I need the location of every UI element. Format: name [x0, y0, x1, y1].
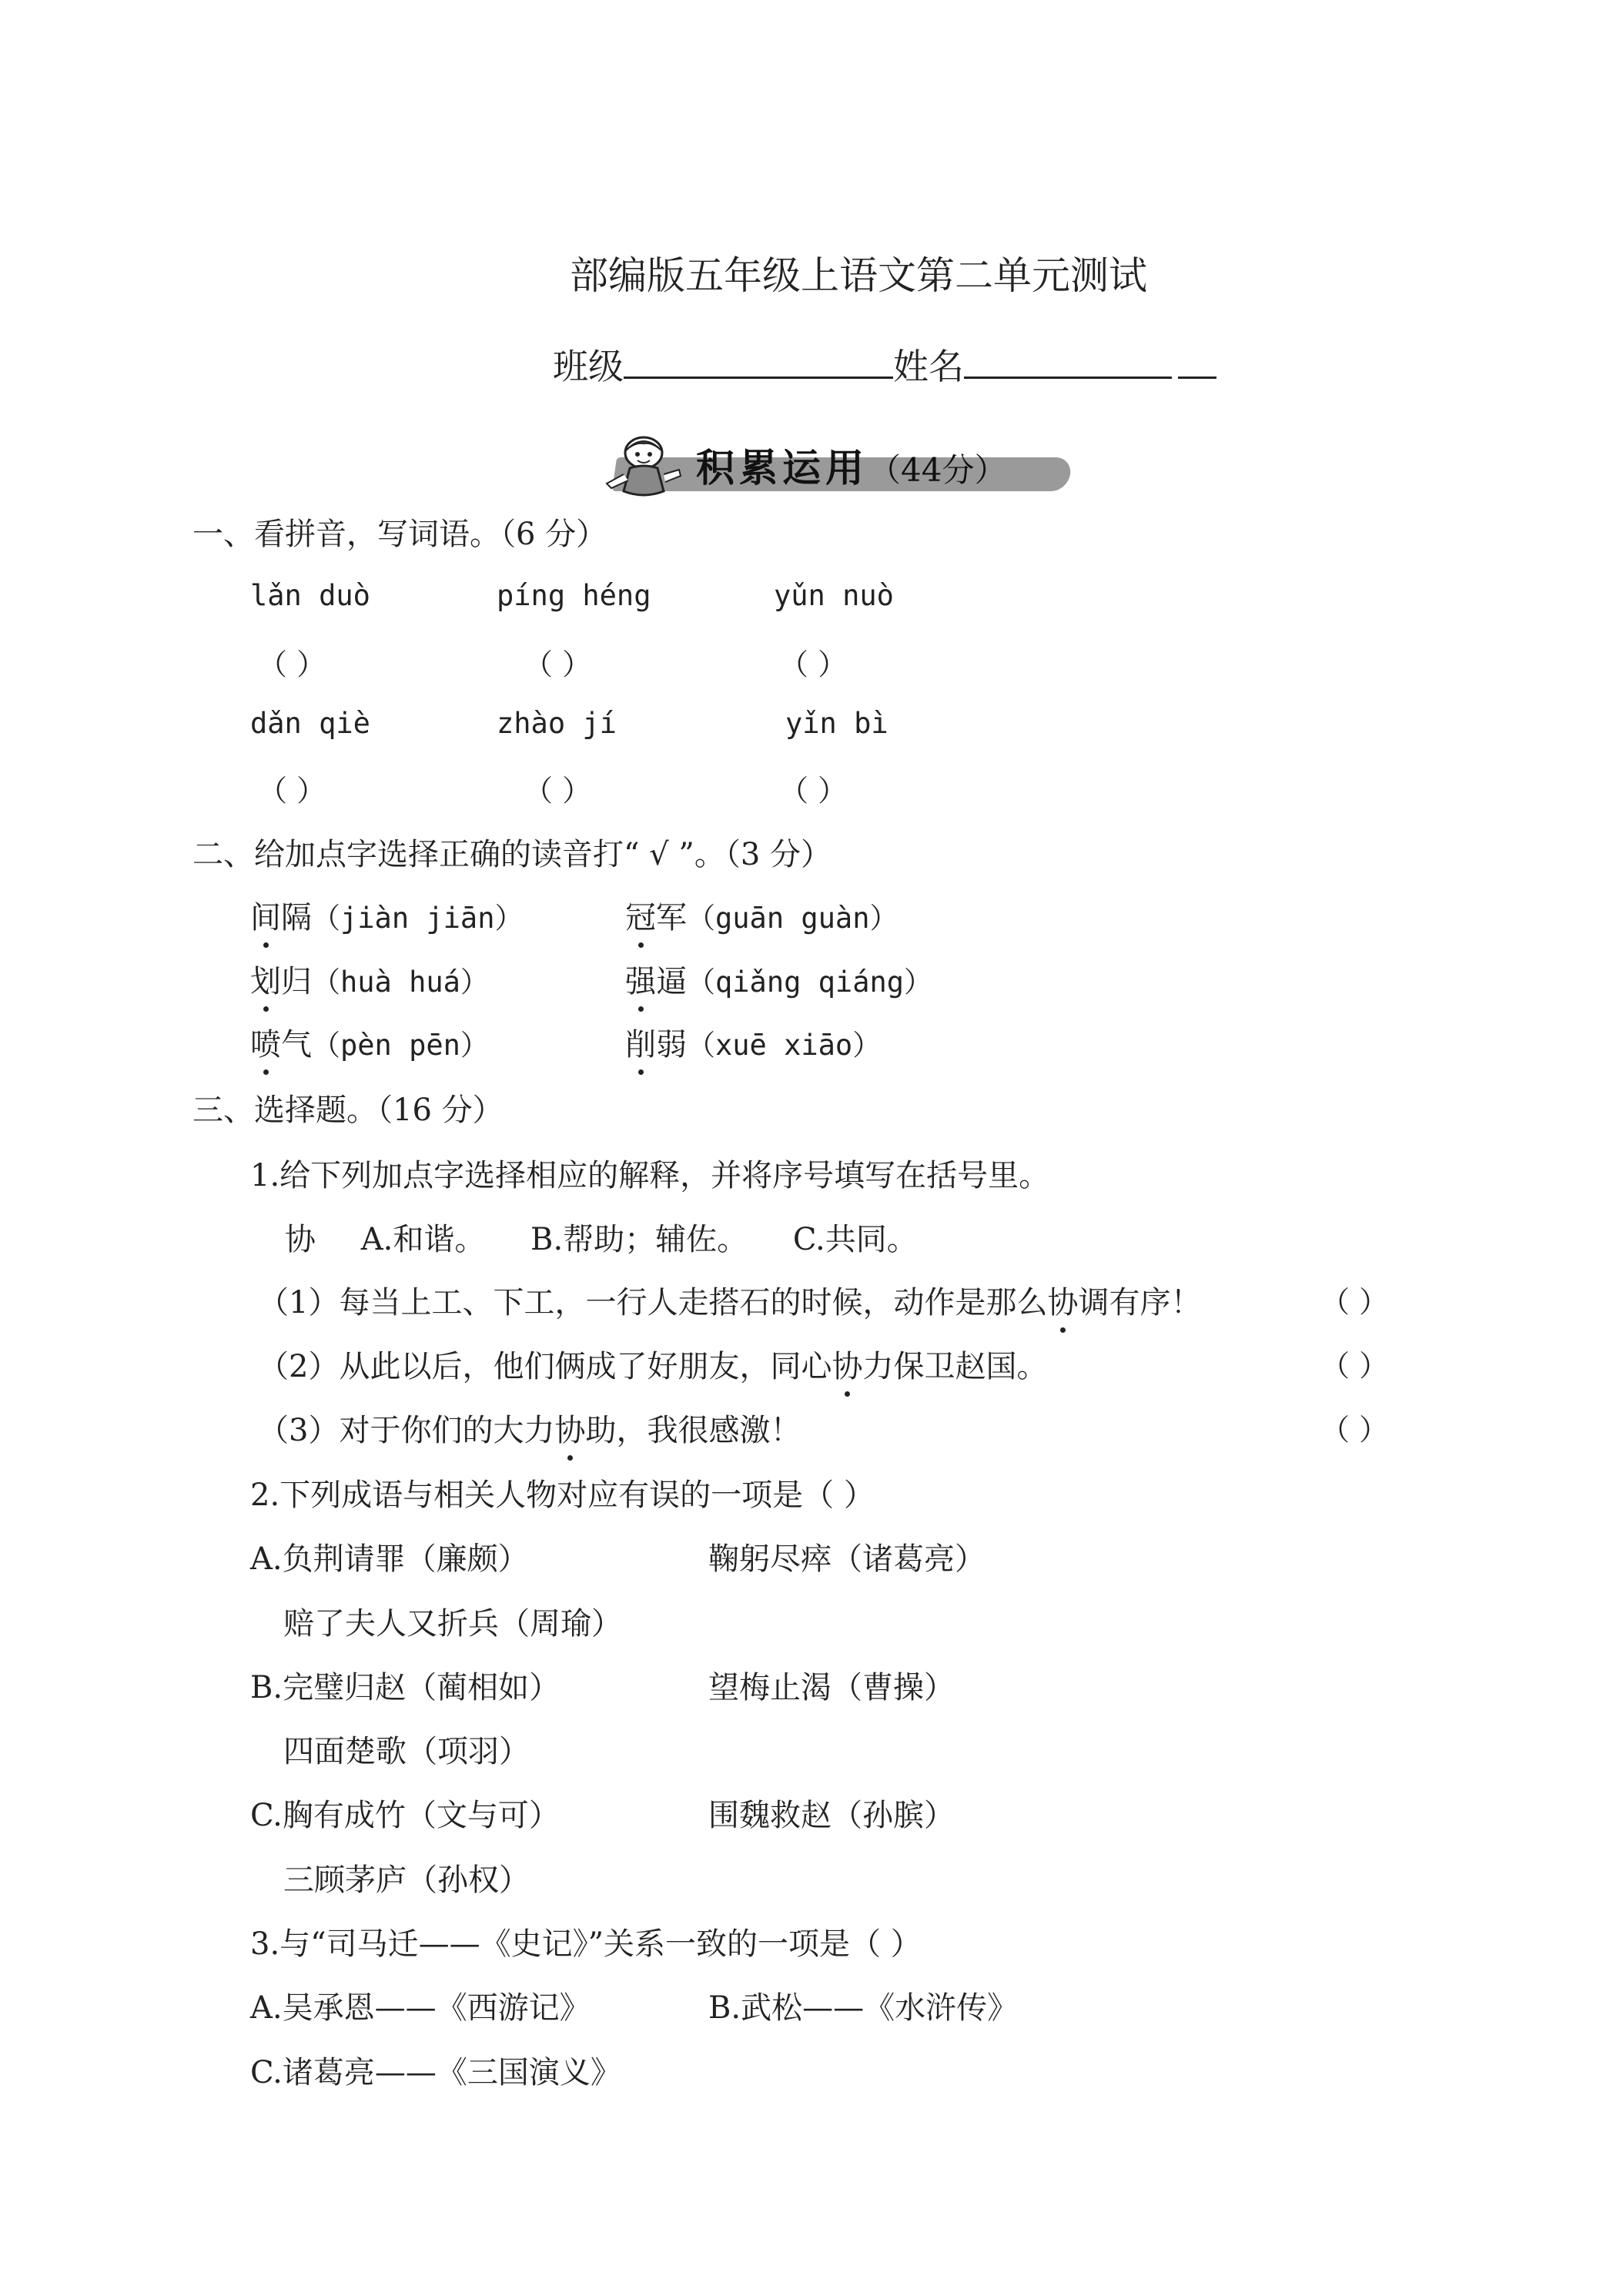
q1-item-text: 力保卫赵国。 — [862, 1349, 1048, 1384]
question-1-prompt: 1.给下列加点字选择相应的解释，并将序号填写在括号里。 — [250, 1158, 1050, 1193]
dotted-char: 协 — [832, 1342, 862, 1386]
cartoon-child-icon — [599, 431, 691, 500]
pinyin-text: dǎn qiè — [250, 707, 370, 740]
dotted-char: 冠 — [625, 893, 656, 937]
banner-title-text: 积累运用 — [696, 446, 868, 490]
word-rest: 隔 — [281, 900, 312, 935]
pinyin-item — [250, 707, 370, 740]
pinyin-item: píng héng — [497, 579, 651, 612]
dotted-char: 强 — [625, 957, 656, 1001]
answer-blank[interactable]: （ ） — [1320, 1413, 1389, 1447]
banner-score: （44分） — [868, 451, 1007, 489]
banner-title — [696, 437, 1006, 493]
pinyin-text: yǐn bì — [785, 707, 888, 740]
pronunciation-item — [250, 1020, 489, 1064]
dotted-char: 协 — [554, 1406, 585, 1450]
q2-option-c-3: 三顾茅庐（孙权） — [283, 1863, 530, 1898]
pinyin-item — [497, 707, 617, 740]
dotted-char: 划 — [250, 957, 281, 1001]
pronunciation-options[interactable]: （xuē xiāo） — [687, 1029, 882, 1062]
answer-blank[interactable]: （ ） — [524, 774, 592, 808]
q2-option-a-3: 赔了夫人又折兵（周瑜） — [283, 1606, 622, 1642]
question-2-prompt: 2.下列成语与相关人物对应有误的一项是（ ） — [250, 1478, 875, 1513]
q3-option-b: B.武松——《水浒传》 — [708, 1990, 1019, 2026]
dotted-char: 协 — [1047, 1278, 1078, 1322]
answer-blank[interactable]: （ ） — [1320, 1285, 1389, 1319]
pronunciation-options[interactable]: （huà huá） — [312, 966, 489, 999]
name-input-line-tail — [1178, 346, 1216, 379]
option-b: B.帮助；辅佐。 — [530, 1222, 748, 1257]
pronunciation-item — [250, 957, 489, 1001]
answer-blank[interactable]: （ ） — [258, 774, 326, 808]
answer-blank[interactable]: （ ） — [779, 774, 848, 808]
name-label: 姓名 — [893, 346, 964, 387]
q3-option-a: A.吴承恩——《西游记》 — [250, 1990, 591, 2026]
q1-item — [258, 1278, 1201, 1322]
word-rest: 军 — [656, 900, 687, 935]
answer-blank[interactable]: （ ） — [524, 648, 592, 681]
answer-blank[interactable]: （ ） — [258, 648, 326, 681]
pronunciation-item — [625, 1020, 881, 1064]
word-rest: 弱 — [656, 1027, 687, 1063]
word-rest: 逼 — [656, 964, 687, 999]
q3-option-c: C.诸葛亮——《三国演义》 — [250, 2055, 621, 2090]
dotted-char: 喷 — [250, 1020, 281, 1064]
word-rest: 气 — [281, 1027, 312, 1063]
dotted-char: 间 — [250, 893, 281, 937]
q1-item-text: （3）对于你们的大力 — [258, 1413, 555, 1448]
answer-blank[interactable]: （ ） — [1320, 1349, 1389, 1383]
pinyin-text: zhào jí — [497, 707, 617, 740]
dotted-char: 削 — [625, 1020, 656, 1064]
page-title: 部编版五年级上语文第二单元测试 — [570, 253, 1147, 298]
q2-option-b-1: B.完璧归赵（蔺相如） — [250, 1670, 561, 1705]
pronunciation-options[interactable]: （jiàn jiān） — [312, 902, 524, 935]
class-input-line[interactable] — [624, 346, 893, 379]
q1-item — [258, 1342, 1047, 1386]
answer-blank[interactable]: （ ） — [779, 648, 848, 681]
q2-option-a-2: 鞠躬尽瘁（诸葛亮） — [708, 1541, 986, 1577]
question-1-options — [285, 1215, 953, 1259]
option-a: A.和谐。 — [360, 1222, 486, 1257]
q1-item-text: （2）从此以后，他们俩成了好朋友，同心 — [258, 1349, 832, 1384]
section-2-heading: 二、给加点字选择正确的读音打“ √ ”。（3 分） — [192, 837, 832, 872]
section-3-heading: 三、选择题。（16 分） — [192, 1093, 504, 1128]
q1-item-text: 助，我很感激！ — [585, 1413, 801, 1448]
q1-item-text: 调有序！ — [1078, 1285, 1202, 1320]
q1-item — [258, 1406, 801, 1450]
pronunciation-item — [250, 893, 523, 937]
pronunciation-options[interactable]: （qiǎng qiáng） — [687, 966, 933, 999]
word-rest: 归 — [281, 964, 312, 999]
pronunciation-options[interactable]: （guān guàn） — [687, 902, 899, 935]
name-input-line[interactable] — [964, 346, 1172, 379]
class-label: 班级 — [553, 346, 624, 387]
section-1-heading: 一、看拼音，写词语。（6 分） — [192, 517, 607, 552]
q1-item-text: （1）每当上工、下工，一行人走搭石的时候，动作是那么 — [258, 1285, 1048, 1320]
pronunciation-options[interactable]: （pèn pēn） — [312, 1029, 489, 1062]
q2-option-b-3: 四面楚歌（项羽） — [283, 1734, 530, 1769]
question-3-prompt: 3.与“司马迁——《史记》”关系一致的一项是（ ） — [250, 1926, 922, 1962]
q2-option-c-2: 围魏救赵（孙膑） — [708, 1798, 955, 1833]
class-name-line — [553, 339, 1216, 390]
target-char: 协 — [285, 1222, 316, 1257]
section-banner — [599, 431, 1070, 500]
pronunciation-item — [625, 957, 932, 1001]
pinyin-item: lǎn duò — [250, 579, 370, 612]
pronunciation-item — [625, 893, 898, 937]
option-c: C.共同。 — [792, 1222, 918, 1257]
q2-option-b-2: 望梅止渴（曹操） — [708, 1670, 955, 1705]
q2-option-a-1: A.负荆请罪（廉颇） — [250, 1541, 529, 1577]
pinyin-item: yǔn nuò — [774, 579, 894, 612]
pinyin-item — [785, 707, 888, 740]
q2-option-c-1: C.胸有成竹（文与可） — [250, 1798, 560, 1833]
